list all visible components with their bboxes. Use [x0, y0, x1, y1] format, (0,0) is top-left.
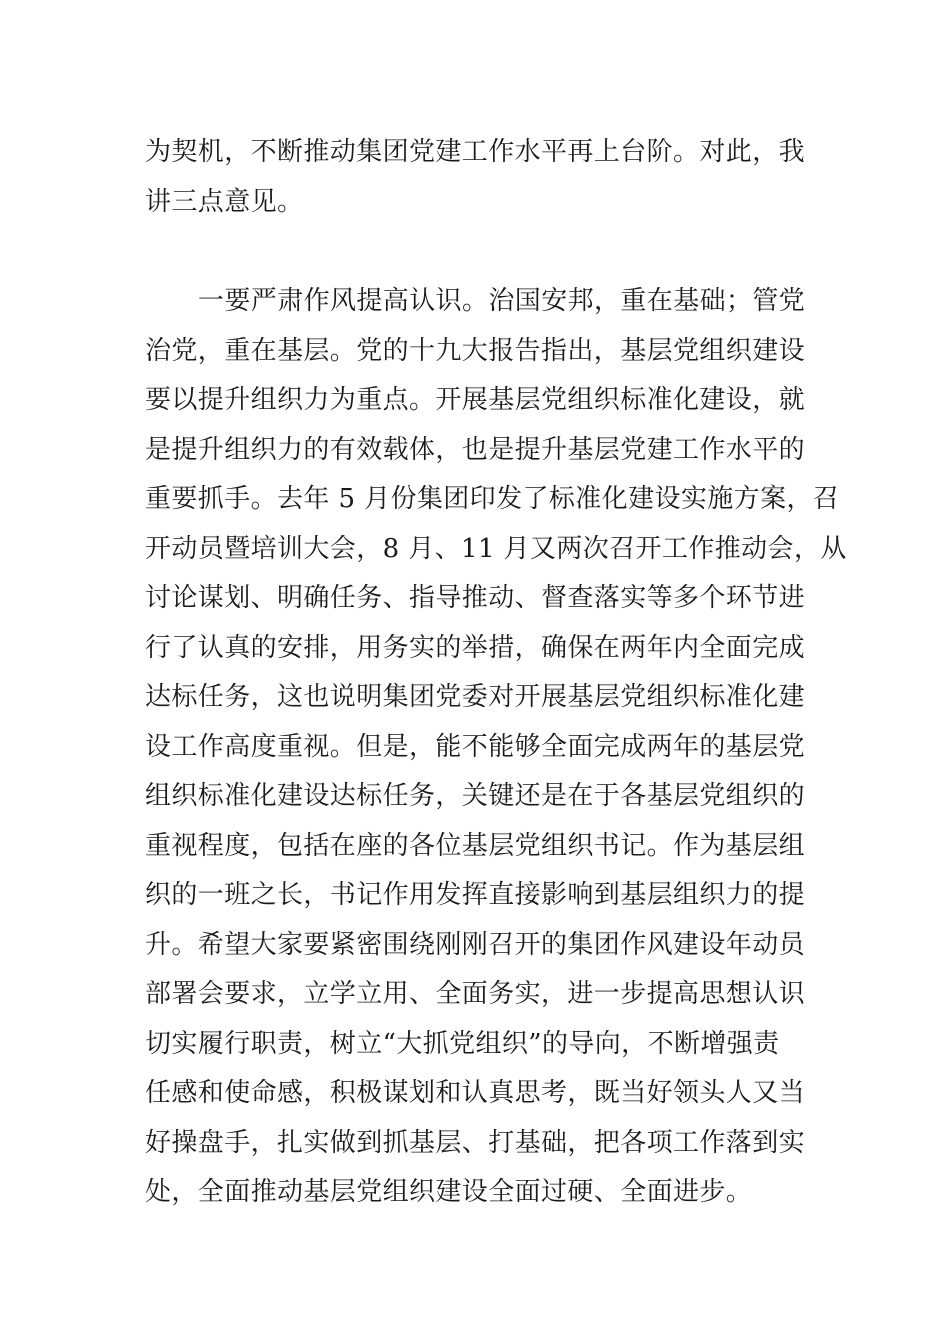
- text-line: 重视程度，包括在座的各位基层党组织书记。作为基层组: [145, 831, 806, 861]
- text-line: 处，全面推动基层党组织建设全面过硬、全面进步。: [145, 1177, 753, 1207]
- text-line: 织的一班之长，书记作用发挥直接影响到基层组织力的提: [145, 880, 806, 910]
- text-line: 设工作高度重视。但是，能不能够全面完成两年的基层党: [145, 732, 806, 762]
- text-line: 开动员暨培训大会，8 月、11 月又两次召开工作推动会，从: [145, 534, 847, 564]
- text-line: 是提升组织力的有效载体，也是提升基层党建工作水平的: [145, 435, 806, 465]
- text-line: 任感和使命感，积极谋划和认真思考，既当好领头人又当: [145, 1078, 806, 1108]
- text-line: 好操盘手，扎实做到抓基层、打基础，把各项工作落到实: [145, 1128, 806, 1158]
- text-line: 为契机，不断推动集团党建工作水平再上台阶。对此，我: [145, 137, 806, 167]
- text-line: 达标任务，这也说明集团党委对开展基层党组织标准化建: [145, 682, 806, 712]
- text-line: 重要抓手。去年 5 月份集团印发了标准化建设实施方案，召: [145, 484, 840, 514]
- text-line: 讲三点意见。: [145, 187, 304, 217]
- text-line: 一要严肃作风提高认识。治国安邦，重在基础；管党: [198, 286, 806, 316]
- text-line: 切实履行职责，树立“大抓党组织”的导向，不断增强责: [145, 1029, 780, 1059]
- text-line: 讨论谋划、明确任务、指导推动、督查落实等多个环节进: [145, 583, 806, 613]
- text-line: 升。希望大家要紧密围绕刚刚召开的集团作风建设年动员: [145, 930, 806, 960]
- text-line: 组织标准化建设达标任务，关键还是在于各基层党组织的: [145, 781, 806, 811]
- text-line: 要以提升组织力为重点。开展基层党组织标准化建设，就: [145, 385, 806, 415]
- text-line: 治党，重在基层。党的十九大报告指出，基层党组织建设: [145, 336, 806, 366]
- text-line: 行了认真的安排，用务实的举措，确保在两年内全面完成: [145, 633, 806, 663]
- text-line: 部署会要求，立学立用、全面务实，进一步提高思想认识: [145, 979, 806, 1009]
